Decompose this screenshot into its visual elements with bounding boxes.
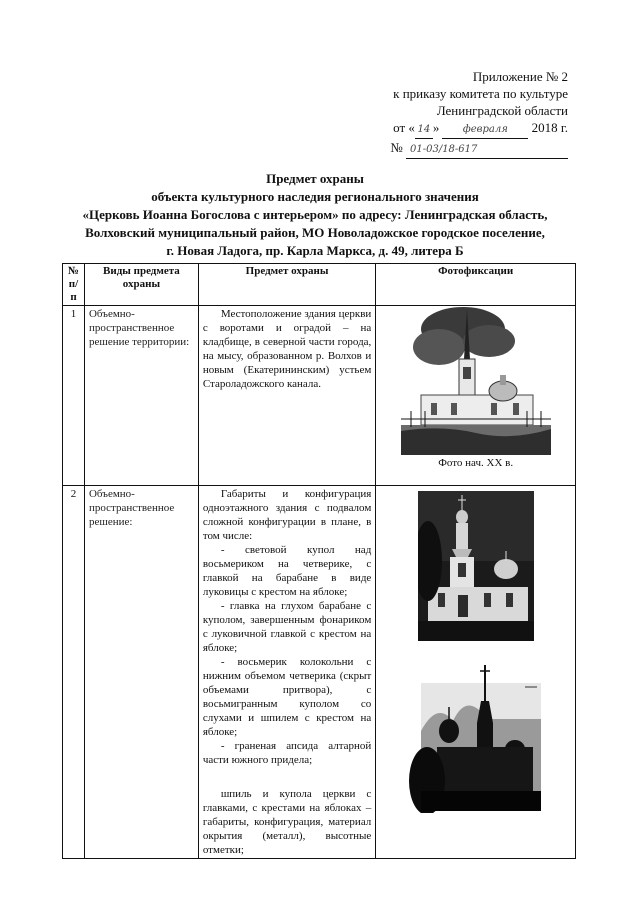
row2-num: 2	[63, 486, 85, 859]
row1-photos	[376, 306, 576, 486]
church-photo-front	[418, 491, 534, 641]
protection-table	[62, 263, 576, 859]
title-line-2: объекта культурного наследия регионального значения	[151, 189, 479, 204]
title-line-4: Волховский муниципальный район, МО Новоладожское городское поселение,	[85, 225, 545, 240]
title-line-5: г. Новая Ладога, пр. Карла Маркса, д. 49, литера Б	[166, 243, 464, 258]
appendix-title: Приложение № 2	[472, 69, 568, 84]
order-line-2: Ленинградской области	[436, 103, 568, 118]
header-num: № п/п	[63, 264, 85, 306]
church-photo-silhouette	[407, 661, 545, 813]
header-photos: Фотофиксации	[376, 264, 576, 306]
row2-item-5: шпиль и купола церкви с главками, с крестами на яблоках – габариты, конфигурация, материал окрытия (металл), высотные отметки;	[202, 788, 372, 856]
date-year: 2018 г.	[531, 120, 568, 135]
title-line-3: «Церковь Иоанна Богослова с интерьером» по адресу: Ленинградская область,	[82, 207, 548, 222]
table-row	[63, 306, 576, 486]
date-month-handwritten: февраля	[442, 121, 528, 139]
row1-kind: Объемно-пространственное решение территории:	[84, 306, 198, 486]
row2-item-1: - световой купол над восьмериком на четверике, с главкой на барабане в виде луковицы с крестом на яблоке;	[202, 544, 372, 598]
appendix-block	[338, 68, 568, 159]
row2-item-4: - граненая апсида алтарной части южного придела;	[202, 740, 372, 766]
date-prefix: от «	[393, 120, 415, 135]
order-number-handwritten: 01-03/18-617	[406, 141, 568, 159]
row1-subject	[198, 306, 375, 486]
date-mid: »	[432, 120, 440, 135]
row2-subject	[198, 486, 375, 859]
table-header-row	[63, 264, 576, 306]
row1-photo-caption: Фото нач. XX в.	[438, 457, 514, 469]
order-line-1: к приказу комитета по культуре	[393, 86, 568, 101]
row2-item-2: - главка на глухом барабане с куполом, завершенным фонариком с луковичной главкой с крестом на яблоке;	[202, 600, 372, 654]
order-number-line	[338, 139, 568, 159]
date-day-handwritten: 14	[415, 121, 433, 139]
header-subject: Предмет охраны	[198, 264, 375, 306]
number-prefix: №	[390, 140, 403, 155]
document-title	[55, 170, 575, 260]
order-date-line	[338, 119, 568, 139]
row2-photos	[376, 486, 576, 859]
row2-kind: Объемно-пространственное решение:	[84, 486, 198, 859]
title-line-1: Предмет охраны	[266, 171, 364, 186]
row1-num: 1	[63, 306, 85, 486]
church-photo-early-20c	[401, 307, 551, 455]
table-row	[63, 486, 576, 859]
row2-item-3: - восьмерик колокольни с нижним объемом четверика (скрыт объемами притвора), с восьмигранным куполом со слухами и шпилем с крестом на яблоке;	[202, 656, 372, 738]
row1-subject-text: Местоположение здания церкви с воротами и оградой – на кладбище, в северной части города, на мысу, образованном р. Волхов и новым (Екатерининским) устьем Староладожского канала.	[202, 308, 372, 390]
header-kind: Виды предмета охраны	[84, 264, 198, 306]
row2-intro: Габариты и конфигурация одноэтажного здания с подвалом сложной конфигурации в плане, в том числе:	[202, 488, 372, 542]
